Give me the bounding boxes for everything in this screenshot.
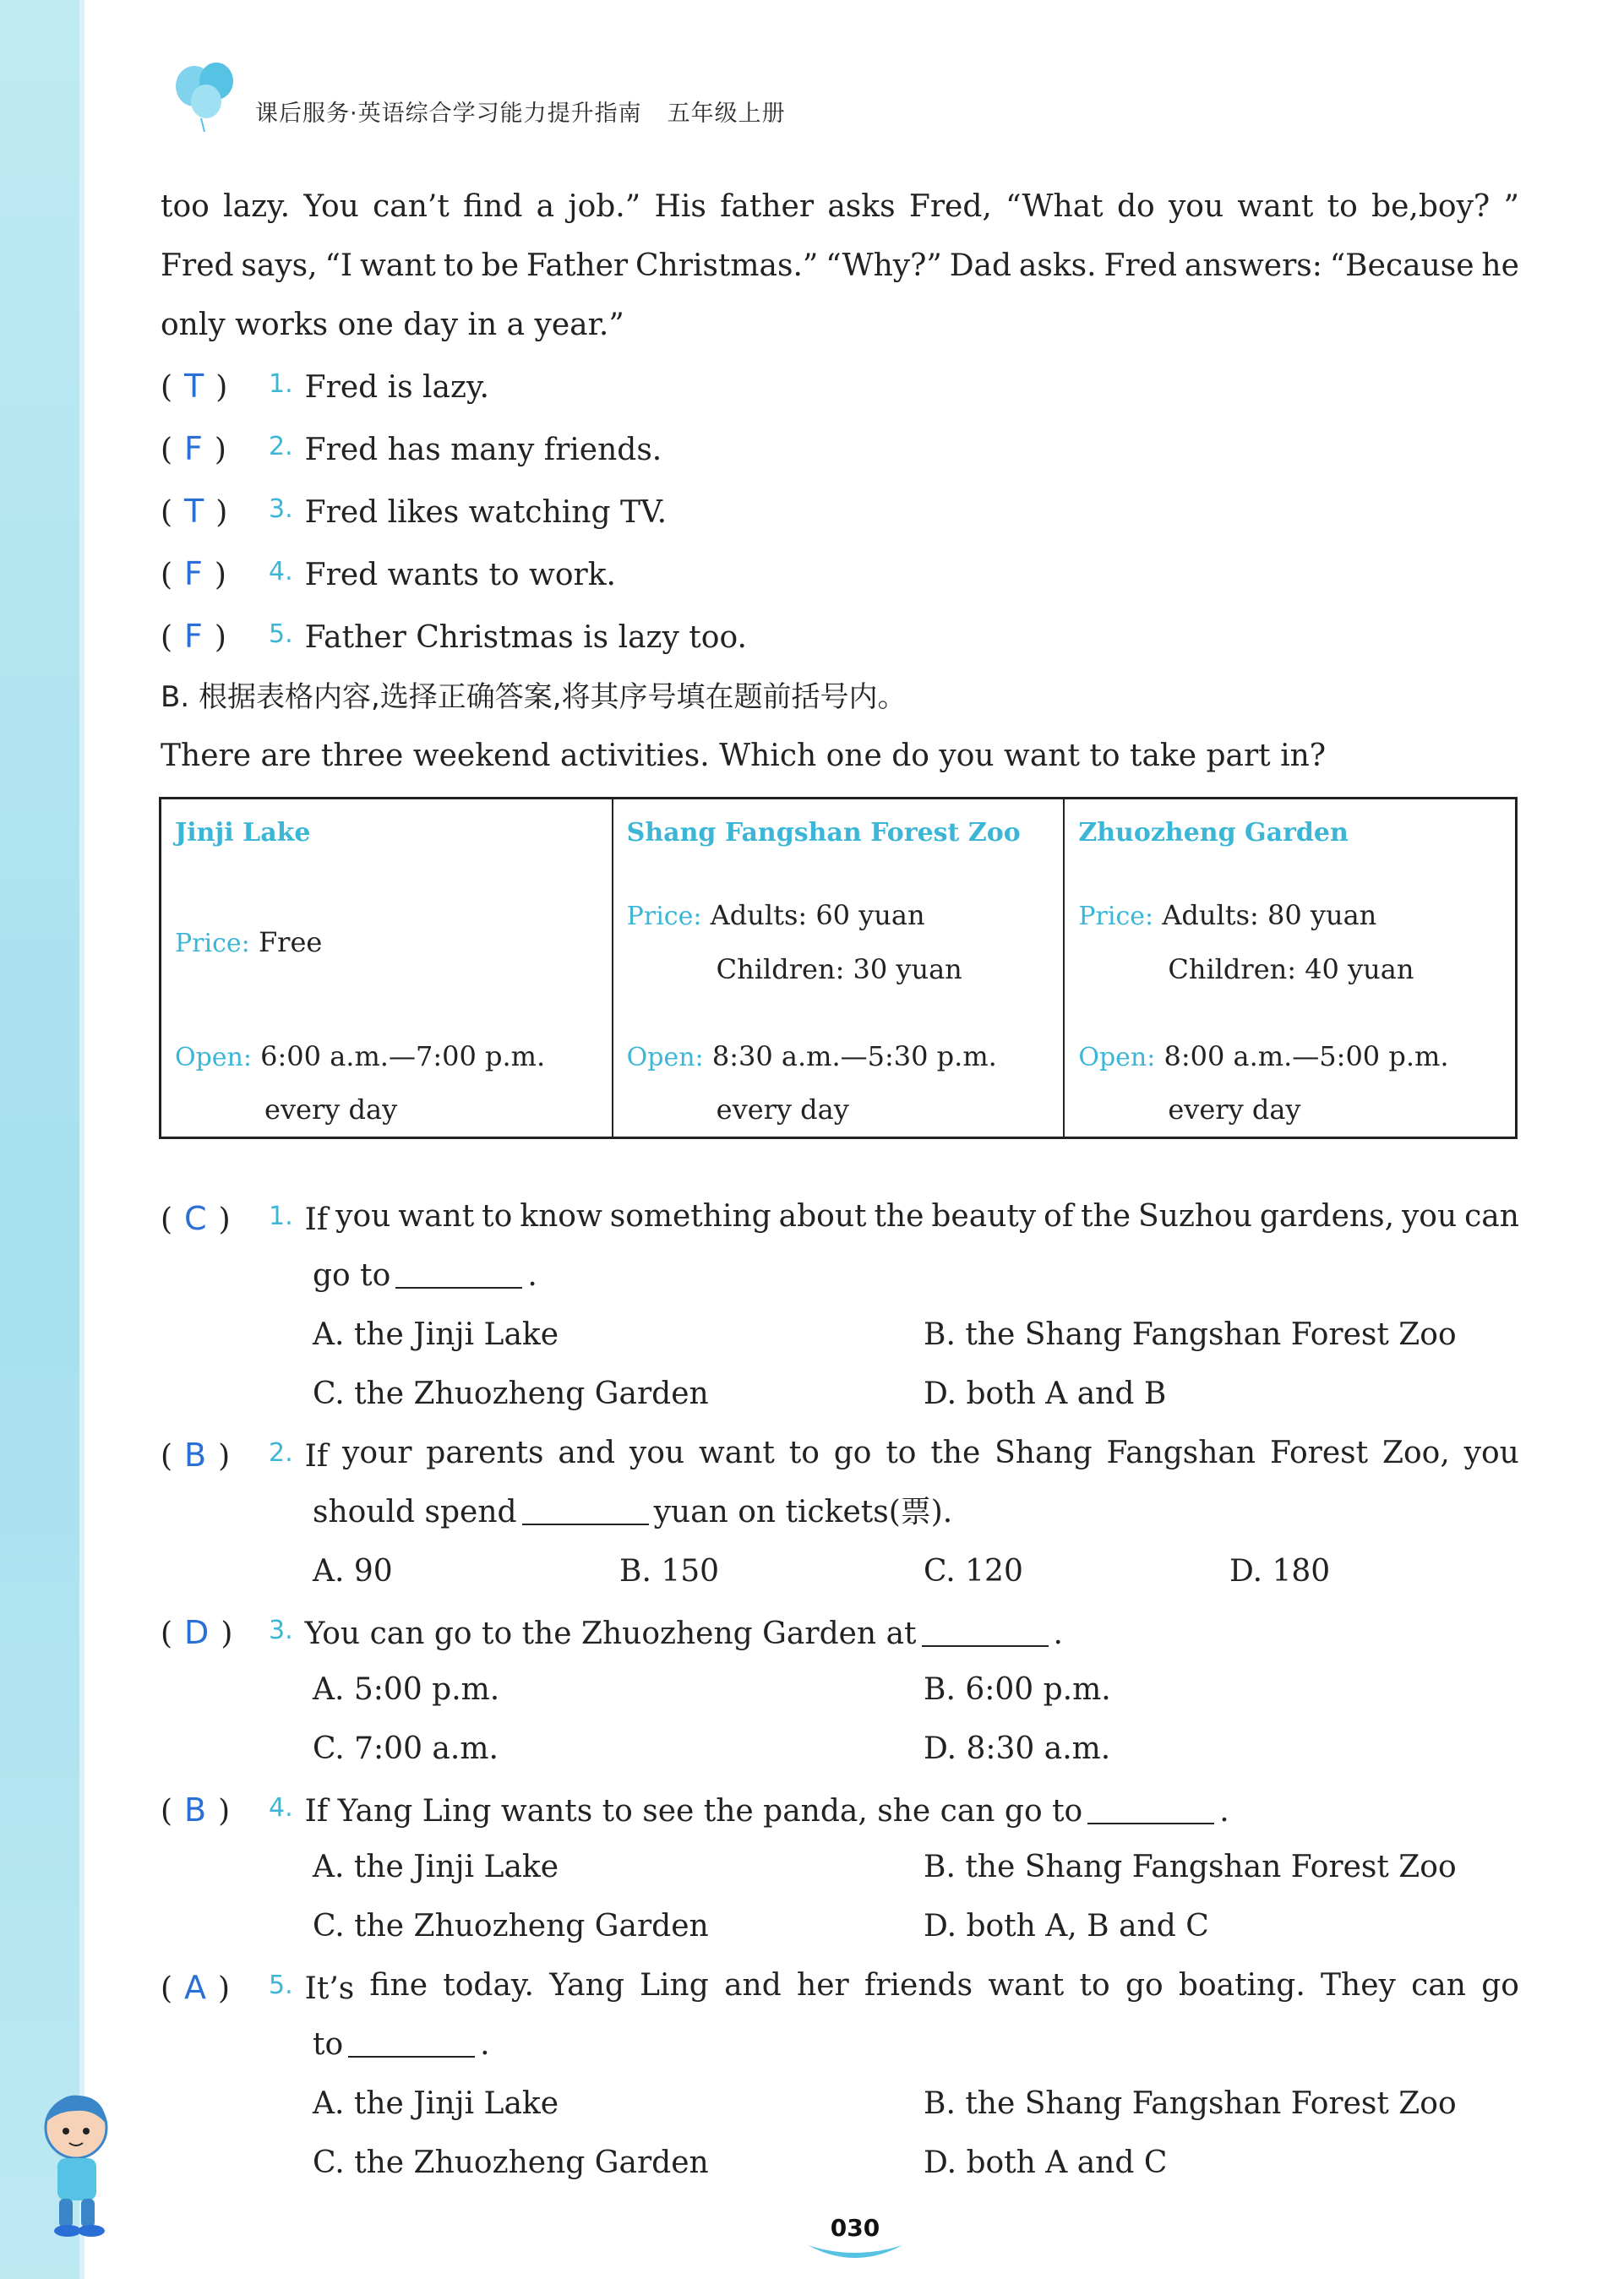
passage-continuation [161, 177, 1519, 355]
tf-item-3: ( T ) 3. Fred likes watching TV. [161, 493, 668, 530]
option: B. the Shang Fangshan Forest Zoo [924, 1850, 1457, 1884]
venue-name: Shang Fangshan Forest Zoo [626, 818, 1021, 848]
passage-line-3: only works one day in a year.” [161, 308, 624, 342]
option: C. 120 [924, 1554, 1023, 1589]
tf-item-1: ( T ) 1. Fred is lazy. [161, 368, 489, 405]
page-number: 030 [787, 2214, 923, 2262]
option: C. the Zhuozheng Garden [313, 1377, 709, 1411]
option: D. both A and C [924, 2145, 1168, 2180]
answer-mark: B [184, 1437, 207, 1474]
balloons-logo-icon [167, 59, 243, 135]
section-b-instruction: B. 根据表格内容,选择正确答案,将其序号填在题前括号内。 [161, 680, 907, 714]
decorative-sidebar [0, 0, 84, 2279]
question-4: ( B ) 4. If Yang Ling wants to see the panda, she can go to . [161, 1791, 1229, 1829]
section-b-intro: There are three weekend activities. Which one do you want to take part in? [161, 739, 1327, 773]
table-column-zhuozheng-garden: Zhuozheng Garden Price: Adults: 80 yuan Children: 40 yuan Open: 8:00 a.m.—5:00 p.m. every day [1078, 818, 1449, 1126]
answer-blank [348, 2056, 475, 2058]
question-5: ( A ) 5. It’s fine today. Yang Ling and her friends want to go boating. They can go [161, 1968, 1519, 2006]
option: B. the Shang Fangshan Forest Zoo [924, 1317, 1457, 1352]
option: A. 5:00 p.m. [313, 1672, 500, 1707]
option: B. 6:00 p.m. [924, 1672, 1111, 1707]
tf-item-5: ( F ) 5. Father Christmas is lazy too. [161, 618, 747, 655]
answer-blank [1087, 1823, 1214, 1824]
cartoon-boy-icon [24, 2087, 134, 2239]
answer-mark: B [184, 1791, 207, 1829]
answer-mark: F [184, 555, 203, 592]
grade-label: 五年级上册 [667, 101, 786, 127]
venue-name: Zhuozheng Garden [1078, 818, 1349, 848]
option: C. the Zhuozheng Garden [313, 2145, 709, 2180]
option: A. the Jinji Lake [313, 1850, 559, 1884]
answer-mark: F [184, 618, 203, 655]
answer-blank [522, 1524, 649, 1525]
option: C. 7:00 a.m. [313, 1731, 499, 1766]
answer-mark: C [184, 1200, 207, 1237]
table-column-forest-zoo: Shang Fangshan Forest Zoo Price: Adults: 60 yuan Children: 30 yuan Open: 8:30 a.m.—5:30 p.m. every day [613, 799, 1065, 1137]
option: D. 180 [1229, 1554, 1331, 1589]
question-3: ( D ) 3. You can go to the Zhuozheng Garden at . [161, 1614, 1063, 1651]
passage-line-2: Fred says, “I want to be Father Christmas.” “Why?” Dad asks. Fred answers: “Because he [161, 248, 1519, 283]
option: A. the Jinji Lake [313, 2086, 559, 2121]
option: C. the Zhuozheng Garden [313, 1909, 709, 1944]
answer-mark: D [184, 1614, 210, 1651]
option: D. 8:30 a.m. [924, 1731, 1111, 1766]
answer-blank [395, 1287, 522, 1289]
answer-mark: A [184, 1969, 207, 2006]
book-series-title: 课后服务·英语综合学习能力提升指南 [255, 101, 642, 127]
tf-item-2: ( F ) 2. Fred has many friends. [161, 430, 662, 467]
question-1: ( C ) 1. If you want to know something about the beauty of the Suzhou gardens, you can [161, 1199, 1519, 1237]
table-column-jinji-lake: Jinji Lake Price: Free Open: 6:00 a.m.—7:00 p.m. every day [161, 799, 613, 1137]
option: A. the Jinji Lake [313, 1317, 559, 1352]
option: A. 90 [313, 1554, 393, 1589]
answer-mark: T [184, 368, 204, 405]
tf-item-4: ( F ) 4. Fred wants to work. [161, 555, 616, 592]
option: D. both A, B and C [924, 1909, 1209, 1944]
option: B. the Shang Fangshan Forest Zoo [924, 2086, 1457, 2121]
answer-mark: F [184, 430, 203, 467]
option: B. 150 [619, 1554, 720, 1589]
venue-name: Jinji Lake [175, 818, 311, 848]
answer-blank [922, 1645, 1049, 1647]
answer-mark: T [184, 493, 204, 530]
activities-table [159, 797, 1518, 1139]
true-false-section [161, 355, 1326, 786]
option: D. both A and B [924, 1377, 1167, 1411]
question-2: ( B ) 2. If your parents and you want to go to the Shang Fangshan Forest Zoo, you [161, 1436, 1519, 1474]
passage-line-1: too lazy. You can’t find a job.” His father asks Fred, “What do you want to be,boy? ” [161, 189, 1519, 224]
page-number-swoosh-icon [804, 2242, 906, 2262]
page-header [255, 95, 786, 128]
